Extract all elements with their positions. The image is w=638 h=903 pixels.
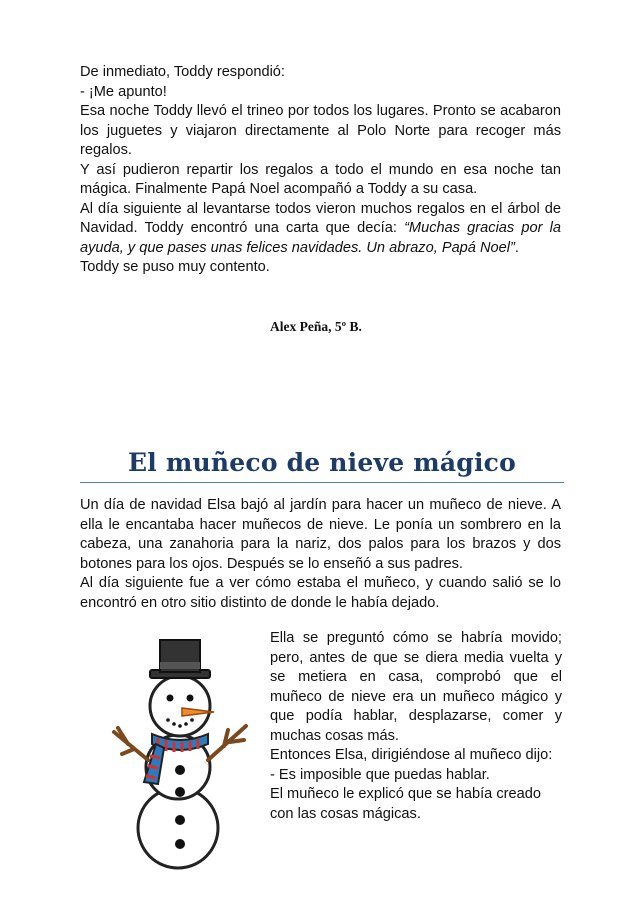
intro-paragraph-3-end: .	[514, 239, 519, 256]
story-side-text	[270, 629, 562, 824]
story-paragraph-2: Al día siguiente fue a ver cómo estaba el muñeco, y cuando salió se lo encontró en otro sitio distinto de donde le había dejado.	[80, 575, 561, 611]
story-paragraph-4: Entonces Elsa, dirigiéndose al muñeco dijo:	[270, 747, 553, 763]
intro-paragraph-2: Y así pudieron repartir los regalos a todo el mundo en esa noche tan mágica. Finalmente Papá Noel acompañó a Toddy a su casa.	[80, 161, 561, 197]
story-paragraph-1: Un día de navidad Elsa bajó al jardín para hacer un muñeco de nieve. A ella le encantaba hacer muñecos de nieve. Le ponía un sombrero en la cabeza, una zanahoria para la nariz, dos palos para los brazos y dos botones para los ojos. Después se lo enseñó a sus padres.	[80, 497, 561, 572]
story-paragraph-5: - Es imposible que puedas hablar.	[270, 766, 490, 783]
intro-paragraph-1: Esa noche Toddy llevó el trineo por todos los lugares. Pronto se acabaron los juguetes y viajaron directamente al Polo Norte para recoger más regalos.	[80, 103, 561, 158]
author-signature: Alex Peña, 5º B.	[270, 319, 362, 334]
intro-paragraph-4: Toddy se puso muy contento.	[80, 259, 270, 275]
intro-paragraph-3-text: Al día siguiente al levantarse todos vieron muchos regalos en el árbol de Navidad. Toddy encontró una carta que decía:	[80, 200, 561, 236]
story-title: El muñeco de nieve mágico	[128, 448, 516, 477]
title-underline	[80, 482, 564, 483]
story-paragraph-3: Ella se preguntó cómo se habría movido; pero, antes de que se diera media vuelta y se metiera en casa, comprobó que el muñeco de nieve era un muñeco mágico y que podía hablar, desplazarse, comer y muchas cosas más.	[270, 630, 562, 744]
story-text	[80, 496, 561, 613]
intro-line-2: - ¡Me apunto!	[80, 83, 167, 100]
story-paragraph-6: El muñeco le explicó que se había creado con las cosas mágicas.	[270, 786, 541, 822]
intro-paragraph-3	[80, 200, 561, 259]
intro-line-1: De inmediato, Toddy respondió:	[80, 64, 285, 80]
letter-quote: “Muchas gracias por la ayuda, y que pases unas felices navidades. Un abrazo, Papá Noel”	[80, 220, 561, 256]
snowman-illustration	[100, 632, 260, 872]
intro-text	[80, 63, 561, 278]
